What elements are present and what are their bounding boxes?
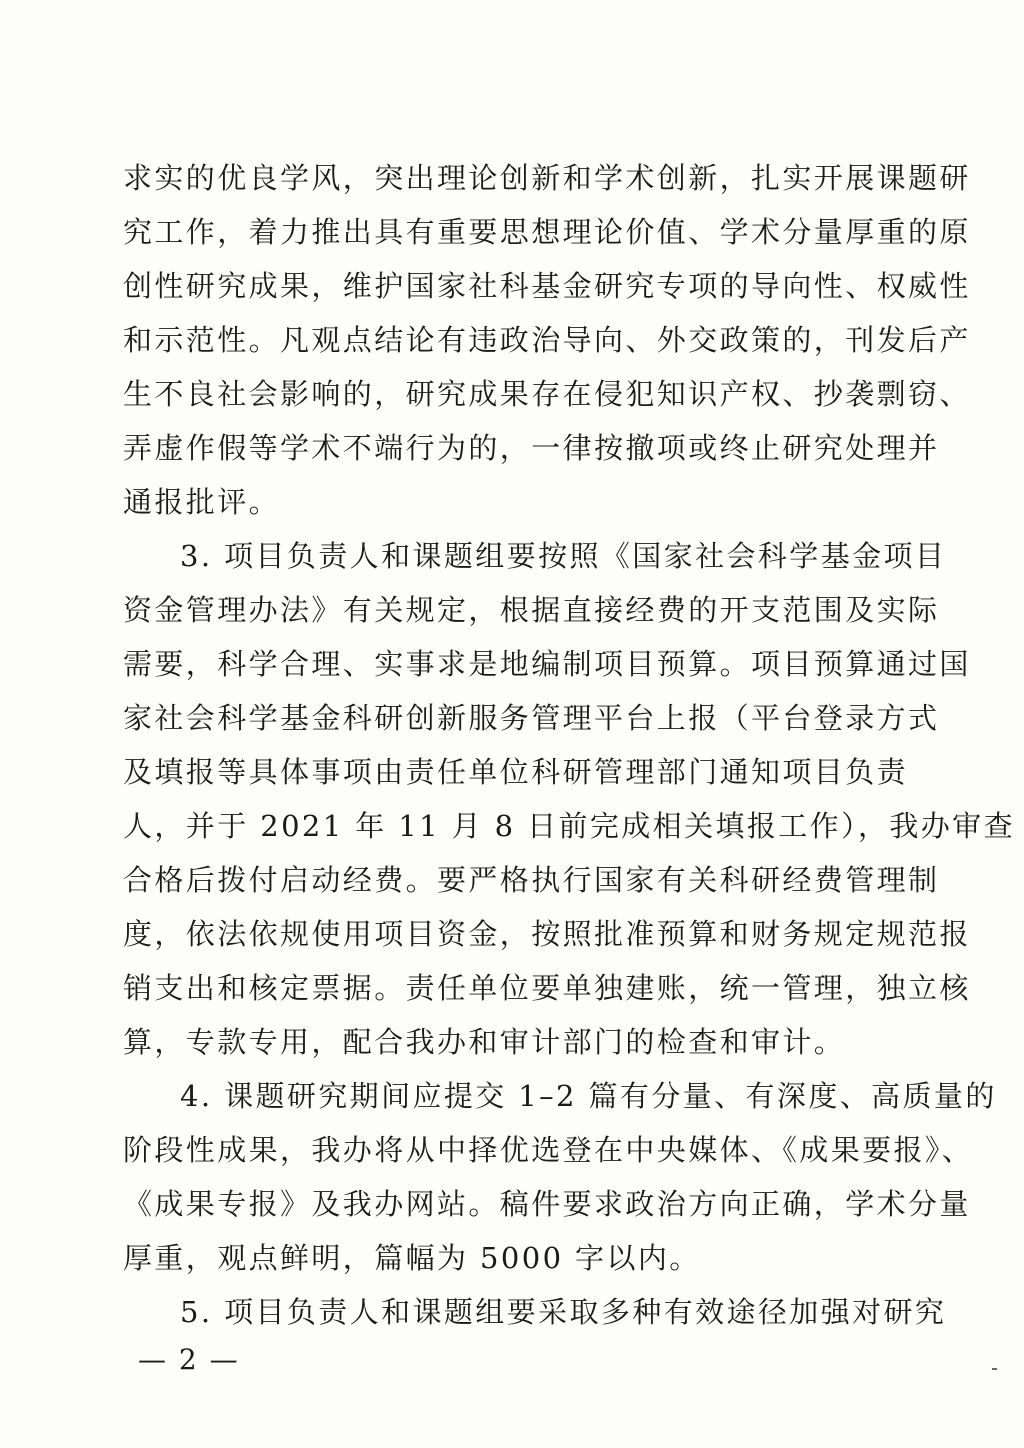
paragraph-1-line-1: 求实的优良学风，突出理论创新和学术创新，扎实开展课题研 bbox=[123, 161, 971, 195]
scan-speck bbox=[992, 1368, 997, 1370]
paragraph-1-line-3: 创性研究成果，维护国家社科基金研究专项的导向性、权威性 bbox=[123, 269, 971, 303]
paragraph-4-line-2: 阶段性成果，我办将从中择优选登在中央媒体、《成果要报》、 bbox=[123, 1133, 974, 1167]
paragraph-1-line-7: 通报批评。 bbox=[123, 485, 281, 519]
paragraph-3-line-3: 需要，科学合理、实事求是地编制项目预算。项目预算通过国 bbox=[123, 647, 971, 681]
paragraph-3-line-2: 资金管理办法》有关规定，根据直接经费的开支范围及实际 bbox=[123, 593, 940, 627]
paragraph-5-line-1: 5. 项目负责人和课题组要采取多种有效途径加强对研究 bbox=[180, 1295, 947, 1329]
paragraph-4-line-3: 《成果专报》及我办网站。稿件要求政治方向正确，学术分量 bbox=[123, 1187, 971, 1221]
paragraph-4-line-1: 4. 课题研究期间应提交 1–2 篇有分量、有深度、高质量的 bbox=[180, 1079, 997, 1113]
paragraph-3-line-1: 3. 项目负责人和课题组要按照《国家社会科学基金项目 bbox=[180, 539, 947, 573]
paragraph-1-line-4: 和示范性。凡观点结论有违政治导向、外交政策的，刊发后产 bbox=[123, 323, 971, 357]
paragraph-3-line-5: 及填报等具体事项由责任单位科研管理部门通知项目负责 bbox=[123, 755, 909, 789]
page-number: — 2 — bbox=[138, 1343, 240, 1376]
paragraph-3-line-7: 合格后拨付启动经费。要严格执行国家有关科研经费管理制 bbox=[123, 863, 940, 897]
paragraph-3-line-6: 人，并于 2021 年 11 月 8 日前完成相关填报工作），我办审查 bbox=[123, 809, 1015, 843]
paragraph-3-line-9: 销支出和核定票据。责任单位要单独建账，统一管理，独立核 bbox=[123, 971, 971, 1005]
paragraph-3-line-4: 家社会科学基金科研创新服务管理平台上报（平台登录方式 bbox=[123, 701, 940, 735]
paragraph-4-line-4: 厚重，观点鲜明，篇幅为 5000 字以内。 bbox=[123, 1241, 701, 1275]
paragraph-3-line-8: 度，依法依规使用项目资金，按照批准预算和财务规定规范报 bbox=[123, 917, 971, 951]
paragraph-1-line-5: 生不良社会影响的，研究成果存在侵犯知识产权、抄袭剽窃、 bbox=[123, 377, 971, 411]
paragraph-1-line-6: 弄虚作假等学术不端行为的，一律按撤项或终止研究处理并 bbox=[123, 431, 940, 465]
paragraph-1-line-2: 究工作，着力推出具有重要思想理论价值、学术分量厚重的原 bbox=[123, 215, 971, 249]
paragraph-3-line-10: 算，专款专用，配合我办和审计部门的检查和审计。 bbox=[123, 1025, 846, 1059]
